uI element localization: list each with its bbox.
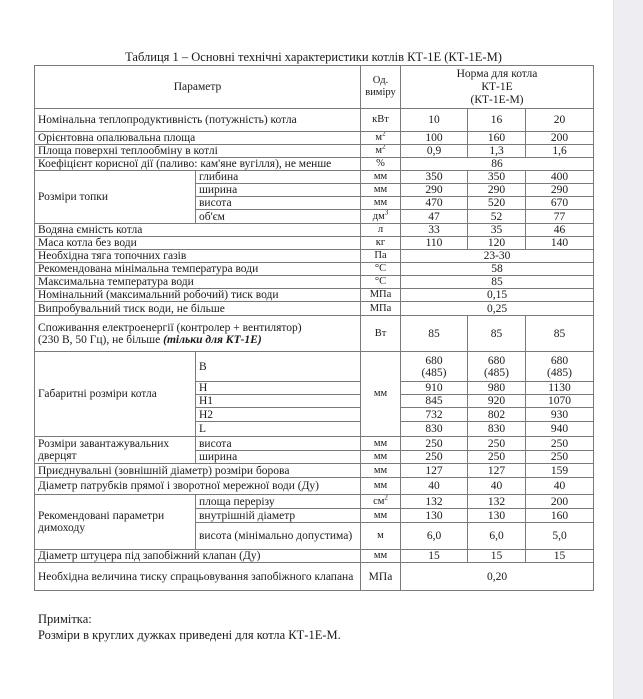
table-row: об'єм $дм^3$ 47 52 77 <box>35 210 594 224</box>
table-row: Номінальна теплопродуктивність (потужність) котла кВт 10 16 20 <box>35 109 594 132</box>
table-row: висота (мінімально допустима) м 6,0 6,0 5,0 <box>35 523 594 550</box>
table-row: Необхідна величина тиску спрацьовування запобіжного клапана МПа 0,20 <box>35 563 594 591</box>
table-row: H2 732 802 930 <box>35 408 594 422</box>
table-header-row <box>35 66 594 109</box>
table-row: ширина мм 250 250 250 <box>35 451 594 464</box>
table-row: ширина мм 290 290 290 <box>35 184 594 197</box>
table-caption: Таблиця 1 – Основні технічні характеристики котлів КТ-1Е (КТ-1Е-М) <box>125 50 502 64</box>
table-row: Орієнтовна опалювальна площа $м^2$ 100 160 200 <box>35 132 594 145</box>
header-unit: Од. виміру <box>361 66 401 109</box>
table-row: Необхідна тяга топочних газів Па 23-30 <box>35 250 594 263</box>
table-row: Розміри завантажувальних дверцят висота мм 250 250 250 <box>35 437 594 451</box>
table-row: Розміри топки глибина мм 350 350 400 <box>35 171 594 184</box>
table-row: Маса котла без води кг 110 120 140 <box>35 237 594 250</box>
table-row: Рекомендовані параметри димоходу площа перерізу $см^2$ 132 132 200 <box>35 495 594 509</box>
specs-table <box>34 65 594 591</box>
note-text: Розміри в круглих дужках приведені для котла КТ-1Е-М. <box>38 628 341 642</box>
table-row: Площа поверхні теплообміну в котлі $м^2$ 0,9 1,3 1,6 <box>35 145 594 158</box>
header-param: Параметр <box>35 66 361 109</box>
note-title: Примітка: <box>38 612 92 626</box>
table-row: Габаритні розміри котла B мм 680 (485) 680 (485) 680 (485) <box>35 352 594 382</box>
table-row: Рекомендована мінімальна температура води °С 58 <box>35 263 594 276</box>
table-row: Діаметр патрубків прямої і зворотної мережної води (Ду) мм 40 40 40 <box>35 478 594 495</box>
viewer-side-panel <box>613 0 643 699</box>
table-row: Діаметр штуцера під запобіжний клапан (Ду) мм 15 15 15 <box>35 550 594 563</box>
table-row: H 910 980 1130 <box>35 382 594 395</box>
table-row: L 830 830 940 <box>35 422 594 437</box>
table-row: H1 845 920 1070 <box>35 395 594 408</box>
table-row: Максимальна температура води °С 85 <box>35 276 594 289</box>
table-row: Номінальний (максимальний робочий) тиск води МПа 0,15 <box>35 289 594 302</box>
table-row: внутрішній діаметр мм 130 130 160 <box>35 509 594 523</box>
table-row: Водяна ємність котла л 33 35 46 <box>35 224 594 237</box>
table-row: Випробувальний тиск води, не більше МПа 0,25 <box>35 302 594 316</box>
table-row: висота мм 470 520 670 <box>35 197 594 210</box>
table-row: Споживання електроенергії (контролер + вентилятор) (230 В, 50 Гц), не більше (тільки для КТ-1Е) Вт 85 85 85 <box>35 316 594 352</box>
header-norm: Норма для котла КТ-1Е (КТ-1Е-М) <box>401 66 594 109</box>
table-row: Приєднувальні (зовнішній діаметр) розміри борова мм 127 127 159 <box>35 464 594 478</box>
table-row: Коефіцієнт корисної дії (паливо: кам'яне вугілля), не менше % 86 <box>35 158 594 171</box>
